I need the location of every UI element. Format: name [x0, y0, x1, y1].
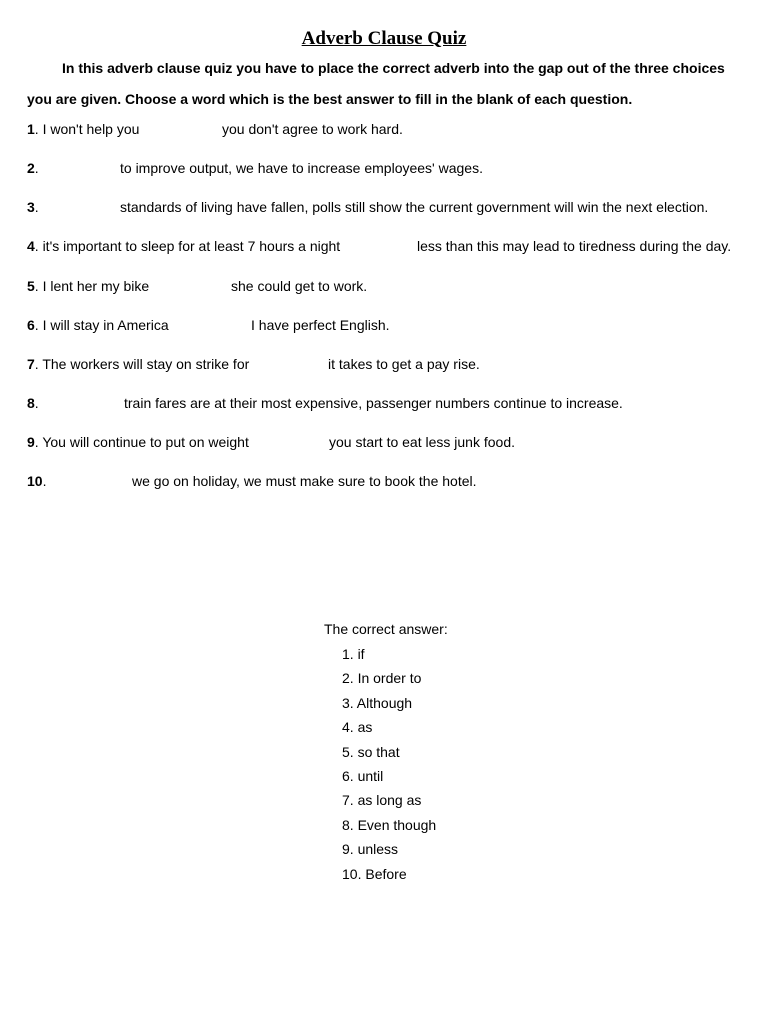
question-number: 1	[27, 121, 35, 137]
answer-key-list	[342, 645, 436, 889]
question-number: 5	[27, 278, 35, 294]
question-text-before-gap: .	[34, 160, 39, 176]
question-text-after-gap: it takes to get a pay rise.	[328, 356, 480, 372]
question-text-before-gap: .	[34, 395, 39, 411]
answer-item: 4. as	[342, 719, 373, 736]
answer-item: 1. if	[342, 646, 365, 662]
question-text-after-gap: we go on holiday, we must make sure to book the hotel.	[132, 473, 477, 489]
answer-item: 9. unless	[342, 841, 399, 858]
question-number: 4	[27, 238, 35, 254]
question-number: 10	[27, 473, 43, 489]
question-text-before-gap: . The workers will stay on strike for	[34, 356, 250, 372]
question-number: 7	[27, 356, 35, 372]
answer-key-heading: The correct answer:	[324, 621, 448, 637]
answer-item: 8. Even though	[342, 816, 437, 833]
question-text-before-gap: . I won't help you	[34, 121, 140, 137]
question-text-after-gap: you start to eat less junk food.	[329, 434, 515, 450]
quiz-instructions: In this adverb clause quiz you have to place the correct adverb into the gap out of the three choices you are given. Choose a word which is the best answer to fill in the blank of each question.	[27, 60, 725, 107]
question-text-before-gap: .	[34, 199, 39, 215]
question-number: 2	[27, 160, 35, 176]
answer-item: 6. until	[342, 767, 384, 784]
page-title: Adverb Clause Quiz	[301, 28, 467, 49]
question-number: 3	[27, 199, 35, 215]
answer-item: 2. In order to	[342, 670, 422, 687]
question-text-before-gap: . You will continue to put on weight	[34, 434, 249, 450]
question-text-before-gap: .	[42, 473, 47, 489]
answer-item: 5. so that	[342, 743, 400, 760]
question-text-after-gap: I have perfect English.	[251, 317, 390, 333]
question-text-after-gap: standards of living have fallen, polls still show the current government will win the next election.	[120, 199, 709, 215]
answer-item: 7. as long as	[342, 792, 422, 809]
question-number: 6	[27, 317, 35, 333]
question-text-after-gap: to improve output, we have to increase employees' wages.	[120, 160, 483, 176]
question-text-before-gap: . I lent her my bike	[34, 278, 150, 294]
question-text-after-gap: you don't agree to work hard.	[222, 121, 403, 137]
answer-item: 3. Although	[342, 694, 413, 711]
question-text-after-gap: she could get to work.	[231, 278, 368, 294]
question-text-before-gap: . I will stay in America	[34, 317, 169, 333]
question-text-after-gap: train fares are at their most expensive, passenger numbers continue to increase.	[124, 395, 623, 411]
question-text-before-gap: . it's important to sleep for at least 7 hours a night	[34, 238, 341, 254]
question-number: 8	[27, 395, 35, 411]
question-text-after-gap: less than this may lead to tiredness during the day.	[417, 238, 732, 254]
question-number: 9	[27, 434, 35, 450]
answer-item: 10. Before	[342, 865, 407, 882]
